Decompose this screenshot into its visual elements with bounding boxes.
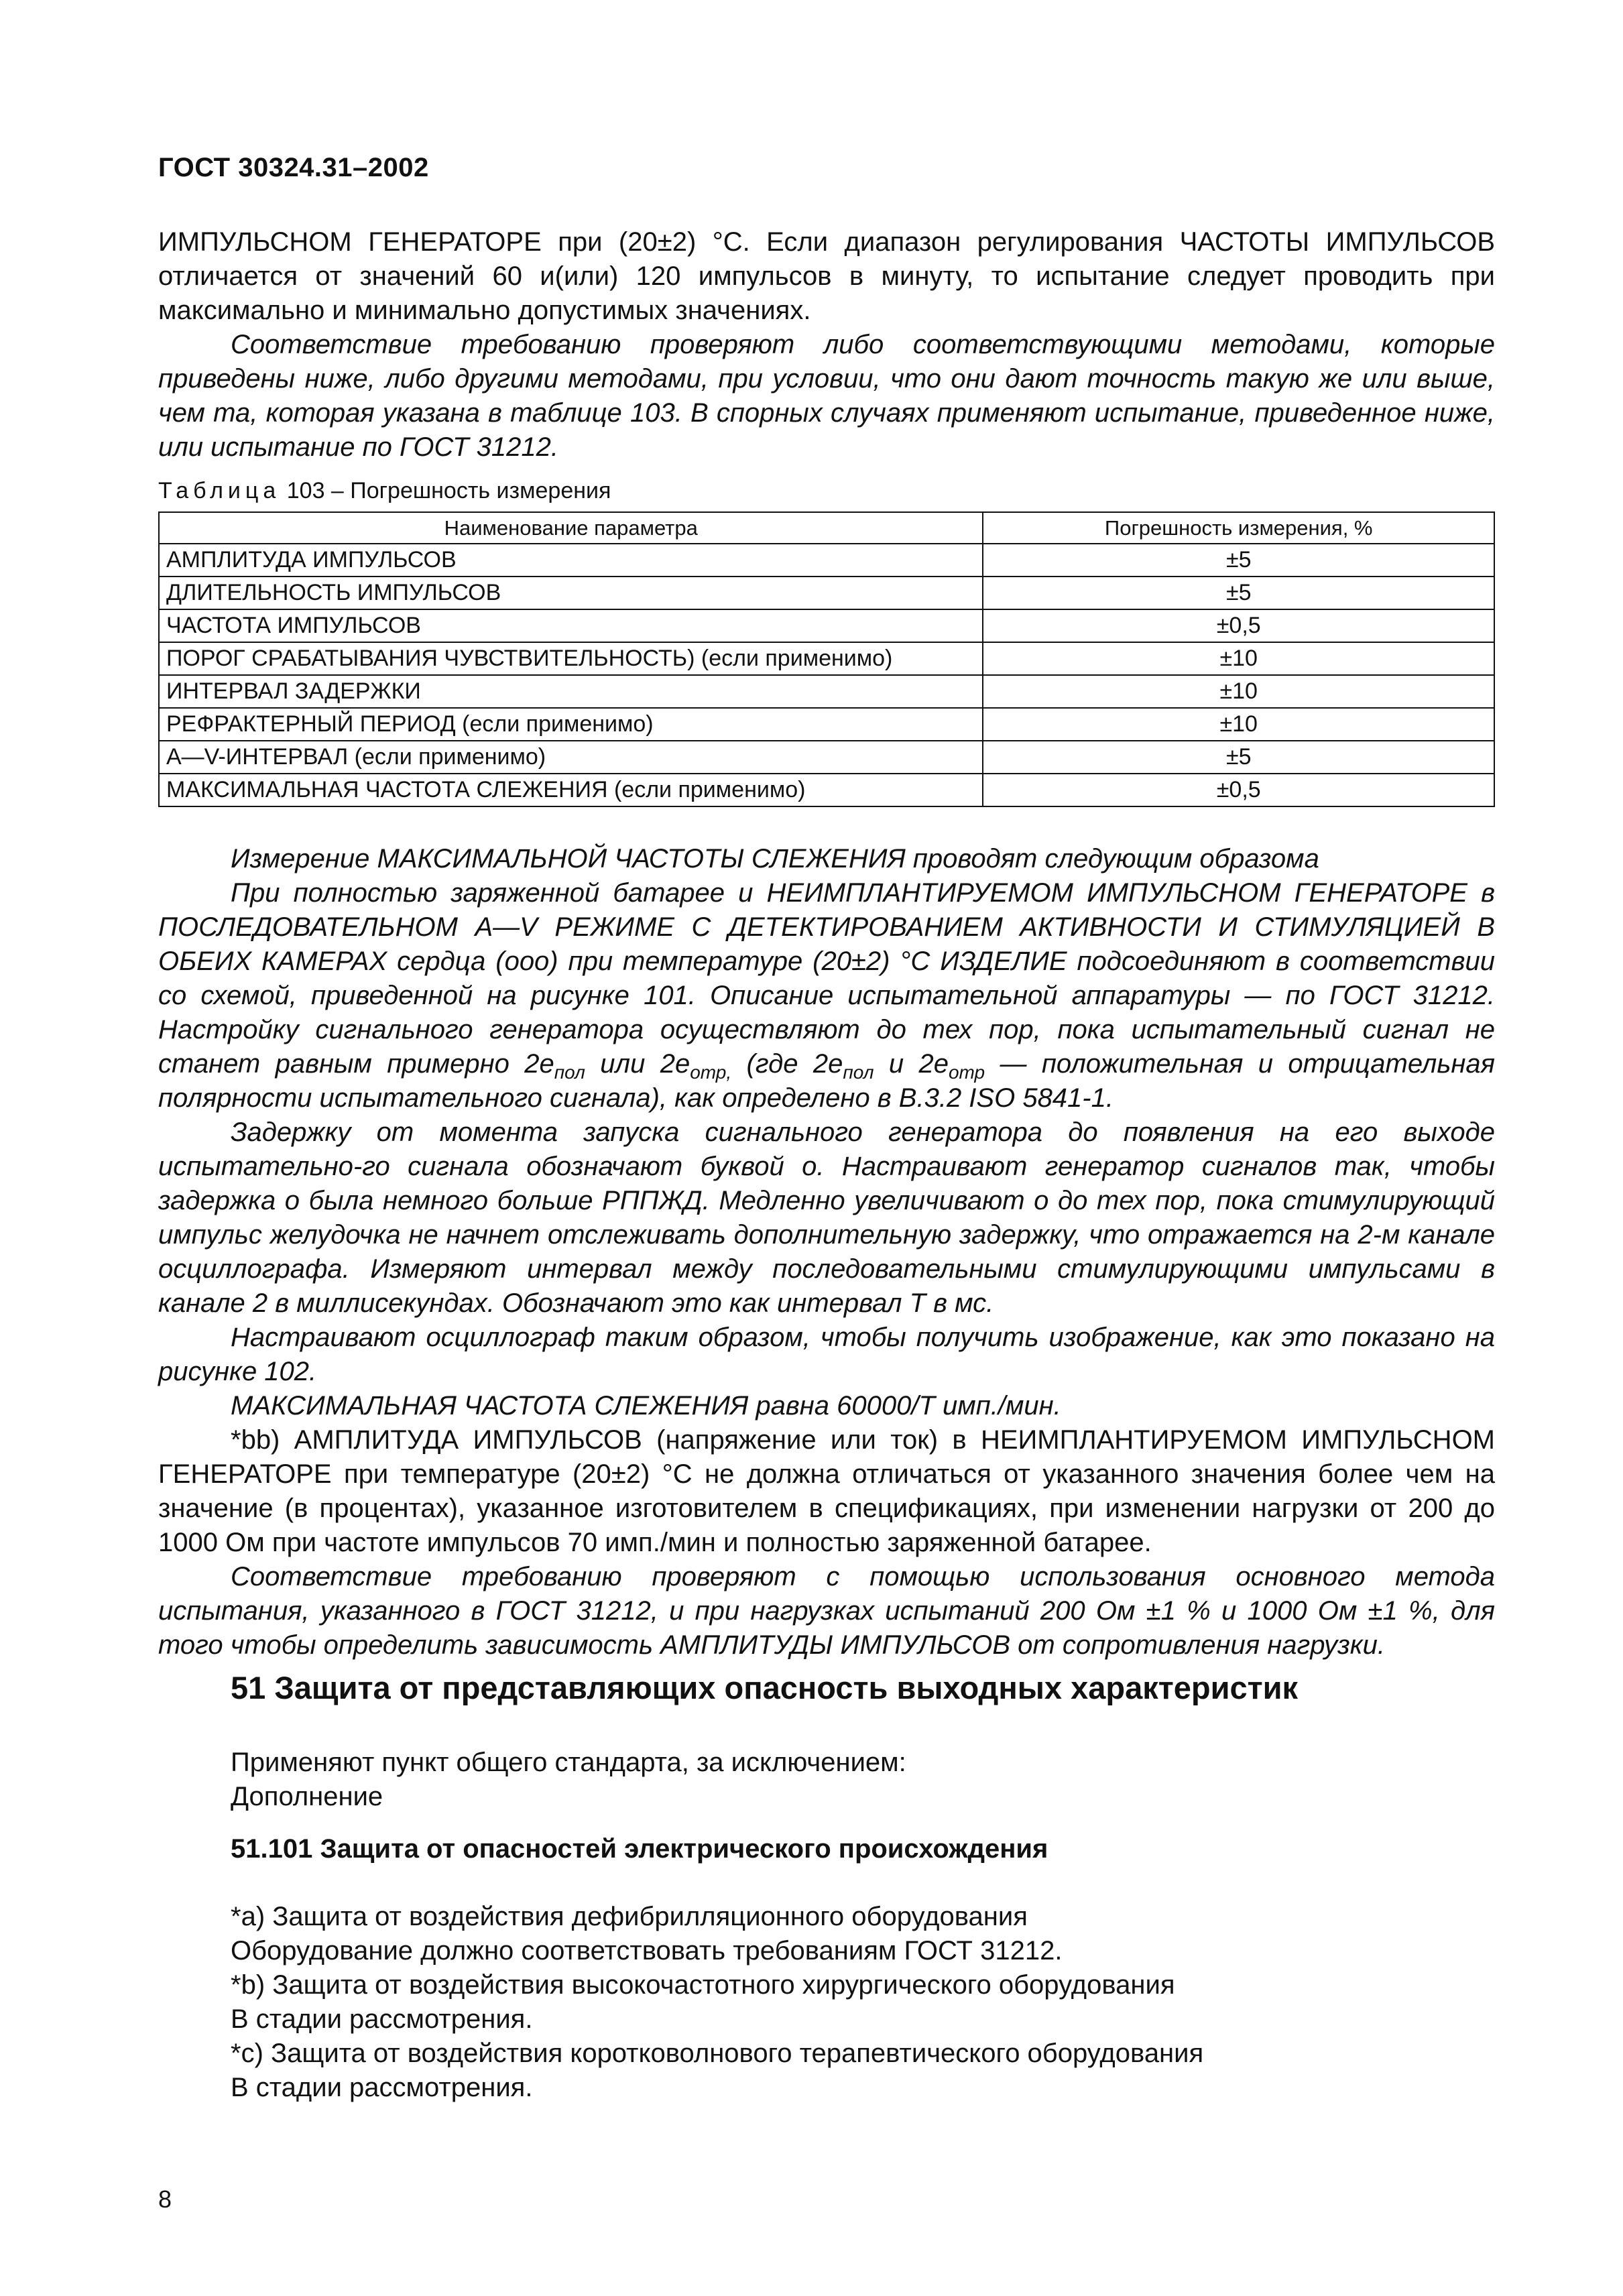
subscript-pol: пол xyxy=(554,1062,585,1083)
protection-item: В стадии рассмотрения. xyxy=(231,2073,533,2102)
table-caption-text: 103 – Погрешность измерения xyxy=(280,478,611,503)
measurement-block xyxy=(158,842,1495,1663)
parameter-cell: АМПЛИТУДА ИМПУЛЬСОВ xyxy=(159,544,983,577)
protection-item: *с) Защита от воздействия коротковолнового терапевтического оборудования xyxy=(231,2039,1204,2068)
document-header: ГОСТ 30324.31–2002 xyxy=(158,153,429,182)
subscript-otr: отр, xyxy=(690,1062,732,1083)
table-row xyxy=(159,544,1494,577)
intro-paragraph-1: ИМПУЛЬСНОМ ГЕНЕРАТОРЕ при (20±2) °С. Если диапазон регулирования ЧАСТОТЫ ИМПУЛЬСОВ отличается от значений 60 и(или) 120 импульсов в минуту, то испытание следует проводить при максимально и минимально допустимых значениях. xyxy=(158,227,1495,325)
section-51-101-body xyxy=(231,1900,1203,2105)
intro-paragraph-2: Соответствие требованию проверяют либо соответствующими методами, которые приведены ниже, либо другими методами, при условии, что они дают точность такую же или выше, чем та, которая указана в таблице 103. В спорных случаях применяют испытание, приведенное ниже, или испытание по ГОСТ 31212. xyxy=(158,330,1495,462)
measurement-error-table xyxy=(158,511,1495,807)
measurement-paragraph-2 xyxy=(158,876,1495,1115)
table-row xyxy=(159,642,1494,675)
measurement-paragraph-6: *bb) АМПЛИТУДА ИМПУЛЬСОВ (напряжение или ток) в НЕИМПЛАНТИРУЕМОМ ИМПУЛЬСНОМ ГЕНЕРАТОРЕ при температуре (20±2) °С не должна отличаться от указанного значения более чем на значение (в процентах), указанное изготовителем в спецификациях, при изменении нагрузки от 200 до 1000 Ом при частоте импульсов 70 имп./мин и полностью заряженной батарее. xyxy=(158,1425,1495,1557)
error-cell: ±0,5 xyxy=(983,774,1494,806)
page-number: 8 xyxy=(158,2185,172,2213)
parameter-cell: A—V-ИНТЕРВАЛ (если применимо) xyxy=(159,741,983,774)
table-row xyxy=(159,708,1494,741)
protection-item: Оборудование должно соответствовать требованиям ГОСТ 31212. xyxy=(231,1936,1063,1966)
protection-item: В стадии рассмотрения. xyxy=(231,2004,533,2034)
parameter-cell: ПОРОГ СРАБАТЫВАНИЯ ЧУВСТВИТЕЛЬНОСТЬ) (если применимо) xyxy=(159,642,983,675)
column-header-error: Погрешность измерения, % xyxy=(983,512,1494,544)
error-cell: ±5 xyxy=(983,577,1494,609)
parameter-cell: ИНТЕРВАЛ ЗАДЕРЖКИ xyxy=(159,675,983,708)
measurement-paragraph-5: МАКСИМАЛЬНАЯ ЧАСТОТА СЛЕЖЕНИЯ равна 60000/T имп./мин. xyxy=(231,1391,1061,1421)
section-51-line-2: Дополнение xyxy=(231,1782,383,1811)
table-row xyxy=(159,577,1494,609)
table-row xyxy=(159,675,1494,708)
column-header-parameter: Наименование параметра xyxy=(159,512,983,544)
table-caption xyxy=(158,478,611,504)
error-cell: ±5 xyxy=(983,741,1494,774)
error-cell: ±10 xyxy=(983,642,1494,675)
error-cell: ±10 xyxy=(983,675,1494,708)
table-caption-label: Таблица xyxy=(158,478,281,503)
table-row xyxy=(159,609,1494,642)
table-row xyxy=(159,774,1494,806)
error-cell: ±10 xyxy=(983,708,1494,741)
protection-item: *а) Защита от воздействия дефибрилляционного оборудования xyxy=(231,1902,1028,1931)
protection-item: *b) Защита от воздействия высокочастотного хирургического оборудования xyxy=(231,1970,1175,2000)
measurement-paragraph-2-text: При полностью заряженной батарее и НЕИМПЛАНТИРУЕМОМ ИМПУЛЬСНОМ ГЕНЕРАТОРЕ в ПОСЛЕДОВАТЕЛЬНОМ A—V РЕЖИМЕ С ДЕТЕКТИРОВАНИЕМ АКТИВНОСТИ И СТИМУЛЯЦИЕЙ В ОБЕИХ КАМЕРАХ сердца (ооо) при температуре (20±2) °С ИЗДЕЛИЕ подсоединяют в соответствии со схемой, приведенной на рисунке 101. Описание испытательной аппаратуры — по ГОСТ 31212. Настройку сигнального генератора осуществляют до тех пор, пока испытательный сигнал не станет равным примерно 2е xyxy=(158,878,1495,1079)
section-51-101-heading: 51.101 Защита от опасностей электрического происхождения xyxy=(231,1834,1048,1864)
section-51-heading: 51 Защита от представляющих опасность выходных характеристик xyxy=(231,1670,1299,1705)
parameter-cell: ЧАСТОТА ИМПУЛЬСОВ xyxy=(159,609,983,642)
table-row xyxy=(159,741,1494,774)
section-51-line-1: Применяют пункт общего стандарта, за исключением: xyxy=(231,1748,906,1777)
measurement-paragraph-3: Задержку от момента запуска сигнального генератора до появления на его выходе испытательно-го сигнала обозначают буквой о. Настраивают генератор сигналов так, чтобы задержка о была немного больше РППЖД. Медленно увеличивают о до тех пор, пока стимулирующий импульс желудочка не начнет отслеживать дополнительную задержку, что отражается на 2-м канале осциллографа. Измеряют интервал между последовательными стимулирующими импульсами в канале 2 в миллисекундах. Обозначают это как интервал T в мс. xyxy=(158,1117,1495,1318)
measurement-paragraph-2-and: и 2е xyxy=(874,1049,949,1079)
measurement-paragraph-7: Соответствие требованию проверяют с помощью использования основного метода испытания, указанного в ГОСТ 31212, и при нагрузках испытаний 200 Ом ±1 % и 1000 Ом ±1 %, для того чтобы определить зависимость АМПЛИТУДЫ ИМПУЛЬСОВ от сопротивления нагрузки. xyxy=(158,1562,1495,1660)
error-cell: ±0,5 xyxy=(983,609,1494,642)
subscript-otr: отр xyxy=(948,1062,985,1083)
measurement-paragraph-1: Измерение МАКСИМАЛЬНОЙ ЧАСТОТЫ СЛЕЖЕНИЯ проводят следующим образома xyxy=(231,844,1319,873)
table-header-row xyxy=(159,512,1494,544)
parameter-cell: ДЛИТЕЛЬНОСТЬ ИМПУЛЬСОВ xyxy=(159,577,983,609)
measurement-paragraph-2-end: — положительная и отрицательная полярности испытательного сигнала), как определено в В.3.2 ISO 5841-1. xyxy=(158,1049,1496,1113)
measurement-paragraph-2-or: или 2е xyxy=(585,1049,690,1079)
parameter-cell: МАКСИМАЛЬНАЯ ЧАСТОТА СЛЕЖЕНИЯ (если применимо) xyxy=(159,774,983,806)
parameter-cell: РЕФРАКТЕРНЫЙ ПЕРИОД (если применимо) xyxy=(159,708,983,741)
subscript-pol: пол xyxy=(843,1062,874,1083)
section-51-body xyxy=(231,1746,906,1814)
error-cell: ±5 xyxy=(983,544,1494,577)
measurement-paragraph-4: Настраивают осциллограф таким образом, чтобы получить изображение, как это показано на рисунке 102. xyxy=(158,1323,1495,1386)
measurement-paragraph-2-where: (где 2е xyxy=(731,1049,843,1079)
intro-block xyxy=(158,225,1495,465)
